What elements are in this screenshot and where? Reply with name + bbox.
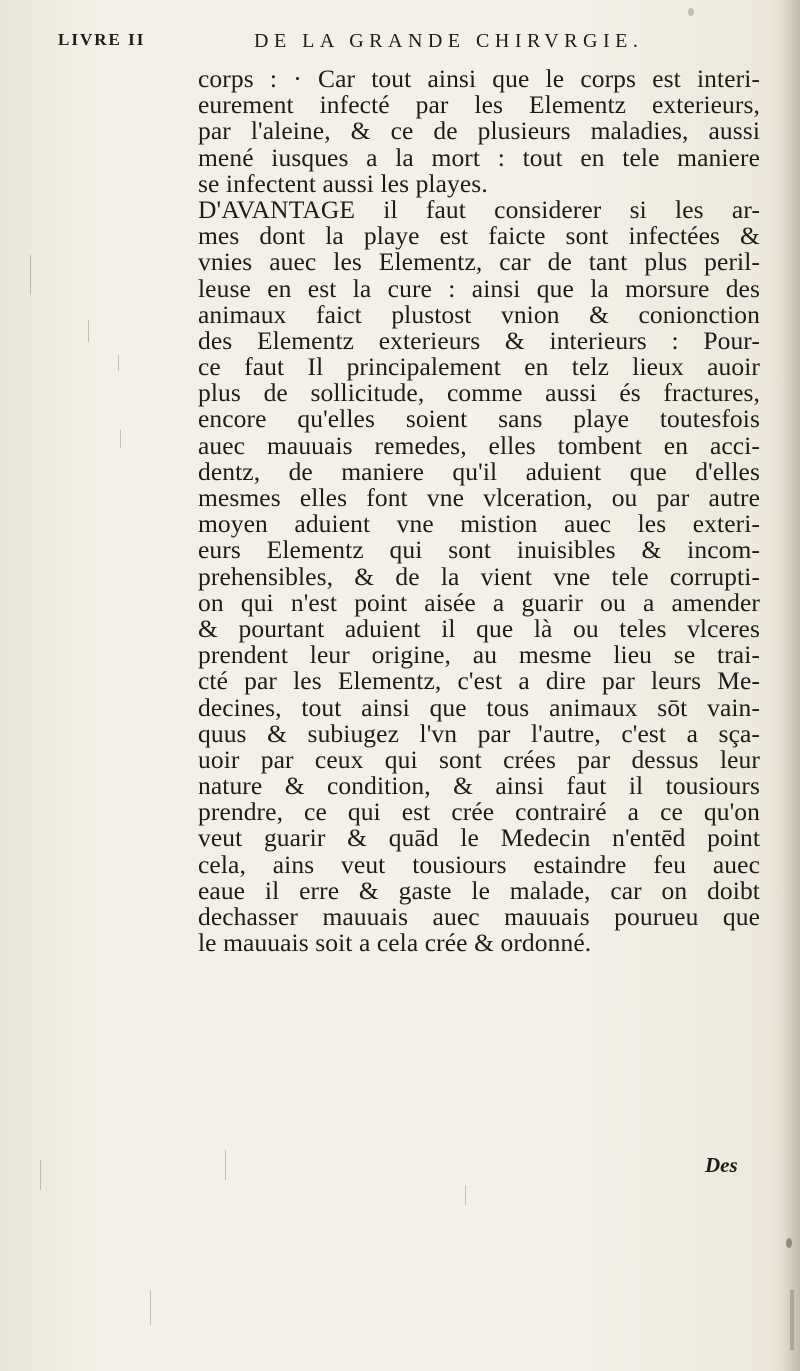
text-line: uoir par ceux qui sont crées par dessus leur xyxy=(198,744,760,774)
text-line: vnies auec les Elementz, car de tant plus peril- xyxy=(198,247,760,277)
text-line: mené iusques a la mort : tout en tele maniere xyxy=(198,142,760,172)
show-through-mark xyxy=(88,320,89,342)
text-line: cté par les Elementz, c'est a dire par leurs Me- xyxy=(198,666,760,696)
running-head-book: LIVRE II xyxy=(58,30,146,49)
text-line: & pourtant aduient il que là ou teles vlceres xyxy=(198,613,760,643)
body-text xyxy=(198,66,760,956)
text-line: cela, ains veut tousiours estaindre feu auec xyxy=(198,849,760,879)
text-line: ce faut Il principalement en telz lieux auoir xyxy=(198,352,760,382)
page-edge-shadow xyxy=(782,0,800,1371)
text-line: eurement infecté par les Elementz exterieurs, xyxy=(198,90,760,120)
text-line: leuse en est la cure : ainsi que la morsure des xyxy=(198,273,760,303)
text-line: prehensibles, & de la vient vne tele corrupti- xyxy=(198,561,760,591)
text-line: nature & condition, & ainsi faut il tousiours xyxy=(198,771,760,801)
show-through-mark xyxy=(225,1150,226,1180)
text-line: se infectent aussi les playes. xyxy=(198,168,488,198)
text-line: veut guarir & quād le Medecin n'entēd point xyxy=(198,823,760,853)
text-line: eurs Elementz qui sont inuisibles & incom- xyxy=(198,535,760,565)
text-line: par l'aleine, & ce de plusieurs maladies, aussi xyxy=(198,116,760,146)
show-through-mark xyxy=(40,1160,41,1190)
text-line: prendre, ce qui est crée contrairé a ce qu'on xyxy=(198,797,760,827)
text-line: quus & subiugez l'vn par l'autre, c'est a sça- xyxy=(198,718,760,748)
text-line: encore qu'elles soient sans playe toutesfois xyxy=(198,404,760,434)
text-line: decines, tout ainsi que tous animaux sōt vain- xyxy=(198,692,760,722)
text-line: moyen aduient vne mistion auec les exteri- xyxy=(198,509,760,539)
text-line: dechasser mauuais auec mauuais pourueu que xyxy=(198,902,760,931)
text-line: eaue il erre & gaste le malade, car on doibt xyxy=(198,875,760,905)
show-through-mark xyxy=(118,355,119,371)
text-line: le mauuais soit a cela crée & ordonné. xyxy=(198,928,592,958)
ink-spot xyxy=(688,8,694,16)
text-line: animaux faict plustost vnion & conionction xyxy=(198,299,760,329)
text-line: plus de sollicitude, comme aussi és fractures, xyxy=(198,378,760,408)
text-line: corps : · Car tout ainsi que le corps est interi- xyxy=(198,64,760,93)
text-line: D'AVANTAGE il faut considerer si les ar- xyxy=(198,194,760,224)
show-through-mark xyxy=(790,1290,794,1350)
text-line: prendent leur origine, au mesme lieu se trai- xyxy=(198,640,760,670)
catchword: Des xyxy=(705,1153,738,1177)
text-line: on qui n'est point aisée a guarir ou a amender xyxy=(198,587,760,617)
text-line: mesmes elles font vne vlceration, ou par autre xyxy=(198,483,760,512)
text-line: dentz, de maniere qu'il aduient que d'elles xyxy=(198,456,760,486)
show-through-mark xyxy=(30,255,31,295)
show-through-mark xyxy=(120,430,121,448)
text-line: des Elementz exterieurs & interieurs : Pour- xyxy=(198,325,760,355)
show-through-mark xyxy=(465,1185,466,1205)
text-line: auec mauuais remedes, elles tombent en acci- xyxy=(198,430,760,460)
running-head-title: DE LA GRANDE CHIRVRGIE. xyxy=(254,30,644,52)
show-through-mark xyxy=(150,1290,151,1325)
page-header xyxy=(58,30,758,60)
ink-spot xyxy=(786,1238,792,1248)
text-line: mes dont la playe est faicte sont infectées & xyxy=(198,221,760,251)
